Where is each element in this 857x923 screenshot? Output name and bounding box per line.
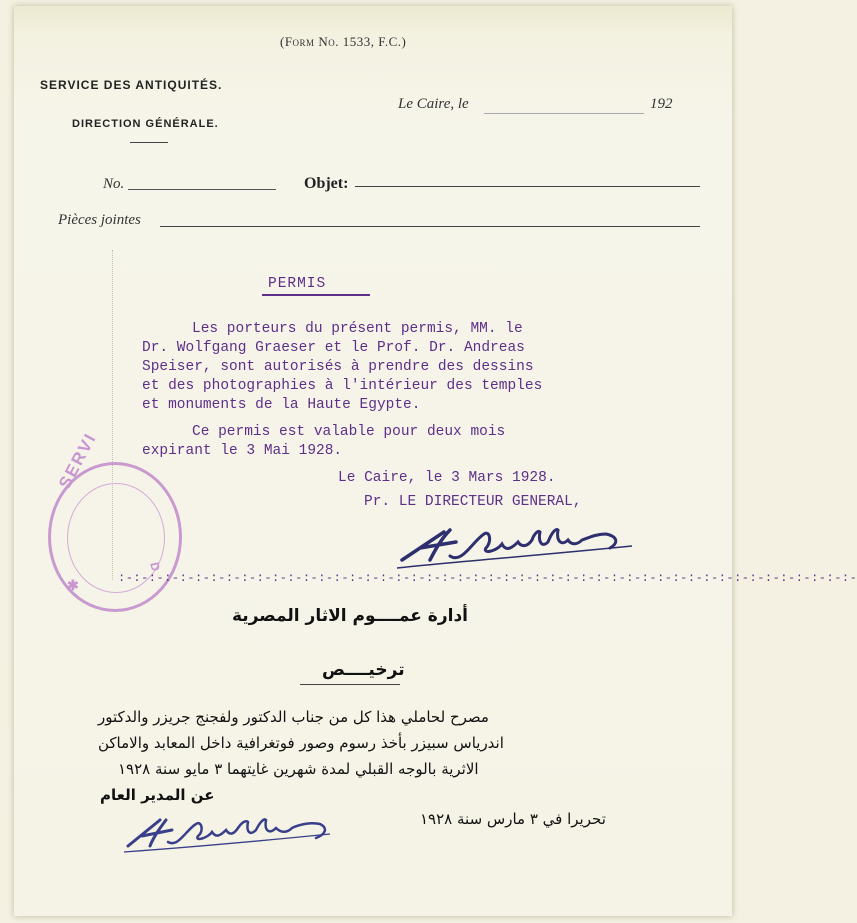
arabic-line: اندرياس سبيزر بأخذ رسوم وصور فوتغرافية داخل المعابد والاماكن: [98, 734, 504, 752]
objet-label: Objet:: [304, 175, 349, 192]
objet-field-line: [355, 186, 700, 187]
permit-line: Les porteurs du présent permis, MM. le: [192, 321, 523, 337]
permit-title: PERMIS: [268, 276, 327, 292]
separator-line: :-:-:-:-:-:-:-:-:-:-:-:-:-:-:-:-:-:-:-:-:-:-:-:-:-:-:-:-:-:-:-:-:-:-:-:-:-:-:-:-:-:-:-:-:-:-:-:-: [118, 571, 857, 585]
pieces-jointes-label: Pièces jointes: [58, 212, 141, 228]
arabic-title: ترخيــــص: [322, 660, 405, 680]
stamp-text: SERVI: [55, 429, 101, 492]
arabic-director: عن المدير العام: [100, 786, 215, 804]
arabic-line: الاثرية بالوجه القبلي لمدة شهرين غايتهما ٣ مايو سنة ١٩٢٨: [118, 760, 479, 778]
direction-heading: DIRECTION GÉNÉRALE.: [72, 118, 219, 130]
pieces-field-line: [160, 226, 700, 227]
signature-arabic: [120, 806, 340, 856]
signature-french: [392, 512, 642, 572]
arabic-date: تحريرا في ٣ مارس سنة ١٩٢٨: [420, 810, 606, 828]
permit-line: expirant le 3 Mai 1928.: [142, 443, 343, 459]
permit-line: et monuments de la Haute Egypte.: [142, 397, 421, 413]
stamp-text-side: D: [147, 561, 163, 573]
official-stamp: [48, 429, 182, 612]
permit-signatory: Pr. LE DIRECTEUR GENERAL,: [364, 494, 582, 510]
permit-line: Ce permis est valable pour deux mois: [192, 424, 506, 440]
date-line: [484, 113, 644, 114]
star-icon: ✱: [67, 577, 79, 593]
permit-title-underline: [262, 294, 370, 296]
service-heading: SERVICE DES ANTIQUITÉS.: [40, 78, 223, 92]
permit-date: Le Caire, le 3 Mars 1928.: [338, 470, 556, 486]
year-label: 192: [650, 96, 673, 112]
divider: [130, 142, 168, 143]
permit-line: Dr. Wolfgang Graeser et le Prof. Dr. Andreas: [142, 340, 525, 356]
number-field-line: [128, 189, 276, 190]
place-date-label: Le Caire, le: [398, 96, 469, 112]
number-label: No.: [103, 176, 125, 192]
permit-line: et des photographies à l'intérieur des temples: [142, 378, 543, 394]
permit-line: Speiser, sont autorisés à prendre des dessins: [142, 359, 534, 375]
form-number: (Form No. 1533, F.C.): [280, 34, 407, 49]
arabic-administration: أدارة عمــــوم الاثار المصرية: [232, 606, 468, 626]
arabic-line: مصرح لحاملي هذا كل من جناب الدكتور ولفجنج جريزر والدكتور: [98, 708, 489, 726]
arabic-title-underline: [300, 684, 400, 685]
